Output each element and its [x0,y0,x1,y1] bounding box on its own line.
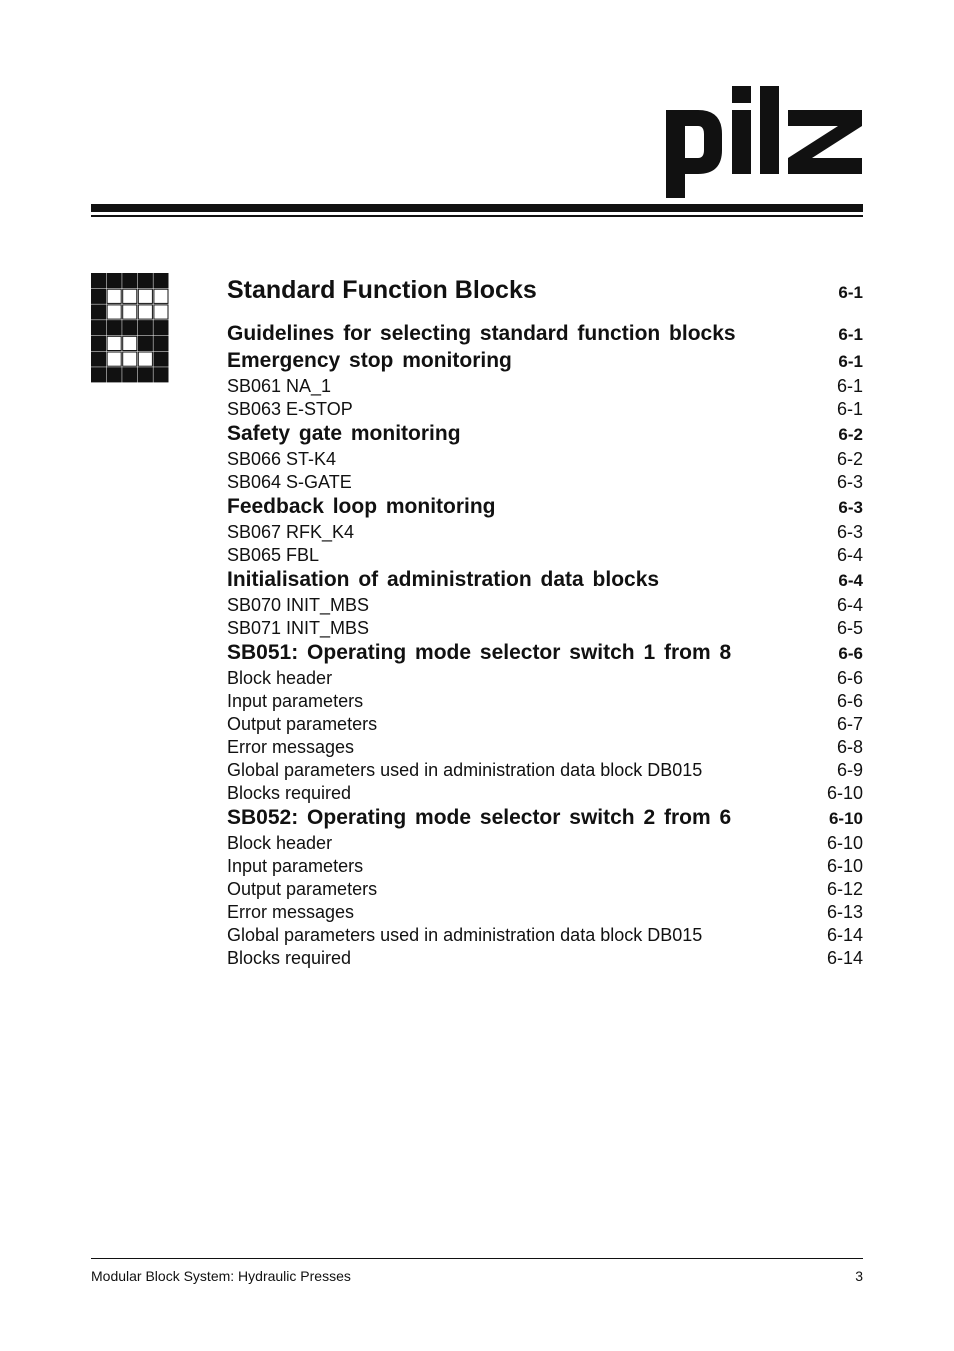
toc-entry-label: Blocks required [227,783,352,803]
toc-entry-label: Input parameters [227,691,364,711]
toc-entry-label: SB071 INIT_MBS [227,618,370,638]
toc-entry-label: Output parameters [227,879,378,899]
toc-entry-page: 6-6 [836,691,863,711]
toc-section-row [227,349,863,376]
toc-entry-page: 6-13 [826,902,863,922]
toc-title-page: 6-1 [838,283,863,302]
toc-entry-page: 6-4 [838,571,863,590]
toc-subentry-row [227,714,863,737]
toc-entry-label: Blocks required [227,948,352,968]
toc-title: Standard Function Blocks [227,275,537,304]
toc-entry-label: Block header [227,668,333,688]
toc-entry-page: 6-1 [836,399,863,419]
toc-entry-page: 6-8 [836,737,863,757]
toc-subentry-row [227,925,863,948]
toc-entry-label: SB070 INIT_MBS [227,595,370,615]
toc-entries [227,322,863,971]
footer-page-number: 3 [855,1268,863,1284]
toc-entry-label: Feedback loop monitoring [227,495,496,518]
toc-entry-label: Error messages [227,902,355,922]
toc-entry-page: 6-2 [838,425,863,444]
toc-entry-label: SB067 RFK_K4 [227,522,355,542]
toc-entry-page: 6-10 [828,809,863,828]
toc-entry-page: 6-3 [838,498,863,517]
toc-subentry-row [227,691,863,714]
toc-subentry-row [227,833,863,856]
toc-entry-label: Emergency stop monitoring [227,349,512,372]
toc-entry-page: 6-10 [826,833,863,853]
toc-section-row [227,641,863,668]
toc-subentry-row [227,618,863,641]
toc-entry-label: Safety gate monitoring [227,422,461,445]
header-rule-thin [91,215,863,217]
toc-entry-page: 6-4 [836,595,863,615]
toc-subentry-row [227,856,863,879]
toc-entry-page: 6-4 [836,545,863,565]
toc-entry-page: 6-6 [836,668,863,688]
toc-entry-label: SB051: Operating mode selector switch 1 from 8 [227,641,732,664]
toc-entry-label: Block header [227,833,333,853]
toc-entry-page: 6-14 [826,925,863,945]
toc-entry-page: 6-1 [838,325,863,344]
toc-entry-page: 6-10 [826,856,863,876]
toc-subentry-row [227,376,863,399]
toc-subentry-row [227,948,863,971]
toc-entry-label: SB052: Operating mode selector switch 2 from 6 [227,806,732,829]
toc-entry-label: SB061 NA_1 [227,376,332,396]
toc-entry-page: 6-7 [836,714,863,734]
toc-subentry-row [227,545,863,568]
toc-subentry-row [227,399,863,422]
toc-entry-page: 6-5 [836,618,863,638]
toc-subentry-row [227,449,863,472]
toc-entry-label: SB065 FBL [227,545,320,565]
toc-entry-page: 6-14 [826,948,863,968]
table-of-contents [227,268,863,971]
footer-rule [91,1258,863,1259]
toc-entry-label: Global parameters used in administration data block DB015 [227,760,703,780]
toc-entry-label: Input parameters [227,856,364,876]
toc-subentry-row [227,522,863,545]
chapter-grid-icon [91,273,169,383]
toc-entry-page: 6-12 [826,879,863,899]
toc-entry-page: 6-3 [836,522,863,542]
toc-title-row [227,268,863,312]
toc-section-row [227,568,863,595]
toc-entry-label: SB066 ST-K4 [227,449,337,469]
toc-section-row [227,322,863,349]
toc-entry-label: Guidelines for selecting standard function blocks [227,322,736,345]
toc-entry-label: Initialisation of administration data blocks [227,568,660,591]
header-rule-thick [91,204,863,212]
toc-subentry-row [227,595,863,618]
toc-subentry-row [227,668,863,691]
toc-entry-page: 6-1 [836,376,863,396]
toc-entry-label: SB064 S-GATE [227,472,352,492]
toc-entry-page: 6-9 [836,760,863,780]
toc-subentry-row [227,879,863,902]
toc-subentry-row [227,472,863,495]
footer-document-title: Modular Block System: Hydraulic Presses [91,1268,351,1284]
toc-section-row [227,806,863,833]
toc-entry-label: Error messages [227,737,355,757]
toc-subentry-row [227,760,863,783]
pilz-logo [664,84,864,200]
toc-entry-page: 6-2 [836,449,863,469]
toc-entry-label: SB063 E-STOP [227,399,353,419]
toc-entry-page: 6-6 [838,644,863,663]
toc-subentry-row [227,737,863,760]
toc-entry-label: Output parameters [227,714,378,734]
toc-entry-page: 6-1 [838,352,863,371]
toc-subentry-row [227,902,863,925]
toc-entry-page: 6-3 [836,472,863,492]
toc-entry-page: 6-10 [826,783,863,803]
toc-section-row [227,422,863,449]
toc-entry-label: Global parameters used in administration data block DB015 [227,925,703,945]
toc-subentry-row [227,783,863,806]
toc-section-row [227,495,863,522]
